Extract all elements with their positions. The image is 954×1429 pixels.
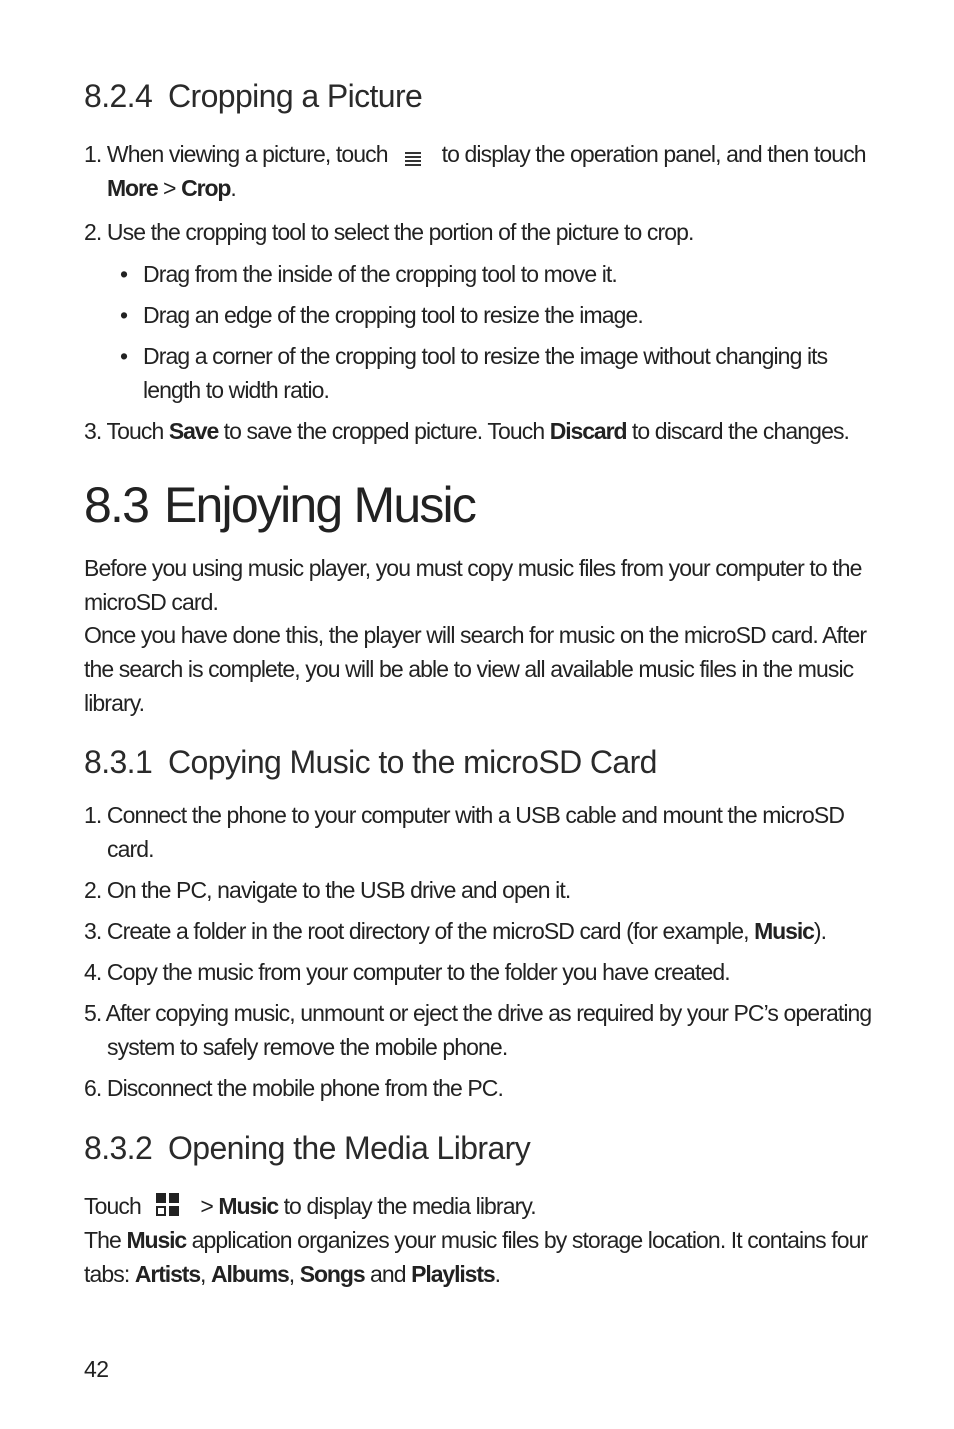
crop-step-3: 3. Touch Save to save the cropped picture. Touch Discard to discard the changes.	[84, 418, 850, 444]
heading-8-2-4: 8.2.4 Cropping a Picture	[84, 78, 423, 114]
menu-icon	[402, 144, 424, 164]
copy-step-4: 4. Copy the music from your computer to the folder you have created.	[84, 959, 730, 985]
copy-step-5: 5. After copying music, unmount or eject the drive as required by your PC’s operating system to safely remove the mobile phone.	[84, 1000, 872, 1060]
media-library-paragraph: Touch > Music to display the media library. The Music application organizes your music files by storage location. It contains four tabs: Artists, Albums, Songs and Playlists.	[84, 1193, 868, 1287]
crop-step-2: 2. Use the cropping tool to select the portion of the picture to crop.	[84, 219, 694, 245]
page-number: 42	[84, 1356, 109, 1382]
copy-step-3: 3. Create a folder in the root directory of the microSD card (for example, Music).	[84, 918, 827, 944]
crop-bullet: • Drag an edge of the cropping tool to resize the image.	[120, 302, 643, 328]
heading-8-3-1: 8.3.1 Copying Music to the microSD Card	[84, 744, 657, 780]
crop-bullet: • Drag from the inside of the cropping tool to move it.	[120, 261, 617, 287]
music-intro-paragraph-2: Once you have done this, the player will search for music on the microSD card. After the search is complete, you will be able to view all available music files in the music library.	[84, 622, 867, 716]
crop-bullet: • Drag a corner of the cropping tool to resize the image without changing its length to width ratio.	[120, 343, 828, 403]
crop-step-1: 1. When viewing a picture, touch to display the operation panel, and then touch More > Crop.	[84, 141, 866, 201]
heading-8-3-2: 8.3.2 Opening the Media Library	[84, 1130, 531, 1166]
heading-8-3: 8.3 Enjoying Music	[84, 477, 476, 533]
copy-step-2: 2. On the PC, navigate to the USB drive and open it.	[84, 877, 571, 903]
apps-grid-icon	[155, 1192, 181, 1218]
copy-step-1: 1. Connect the phone to your computer with a USB cable and mount the microSD card.	[84, 802, 845, 862]
copy-step-6: 6. Disconnect the mobile phone from the PC.	[84, 1075, 504, 1101]
music-intro-paragraph-1: Before you using music player, you must copy music files from your computer to the microSD card.	[84, 555, 862, 615]
